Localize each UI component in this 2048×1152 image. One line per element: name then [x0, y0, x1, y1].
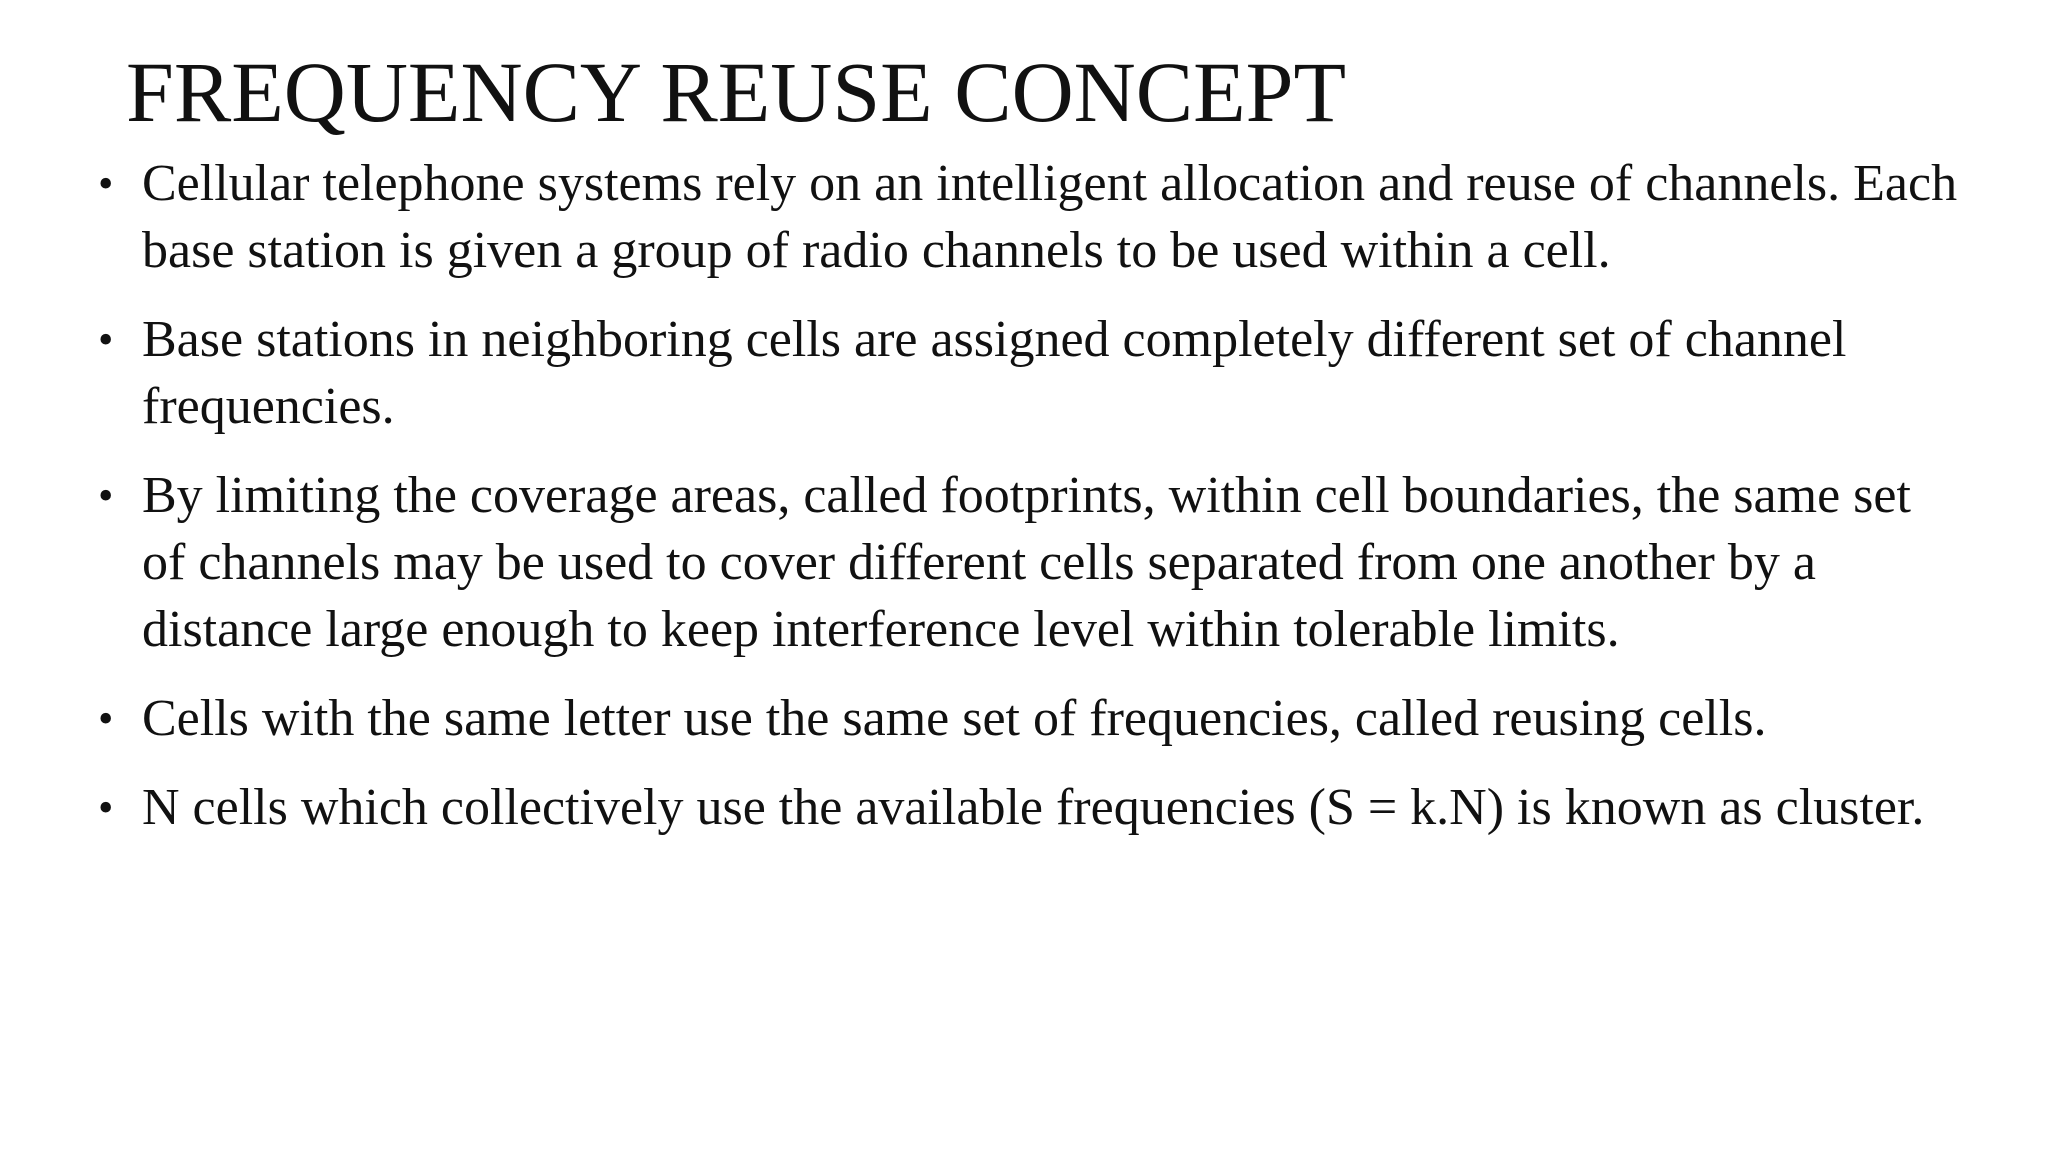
- bullet-list: [94, 150, 1994, 863]
- bullet-text: N cells which collectively use the available frequencies (S = k.N) is known as cluster.: [142, 779, 1925, 836]
- bullet-dot-icon: •: [98, 783, 114, 832]
- bullet-text: Base stations in neighboring cells are assigned completely different set of channel frequencies.: [142, 311, 1847, 435]
- bullet-dot-icon: •: [98, 471, 114, 520]
- bullet-dot-icon: •: [98, 159, 114, 208]
- bullet-text: By limiting the coverage areas, called footprints, within cell boundaries, the same set of channels may be used to cover different cells separated from one another by a distance large enough to keep interference level within tolerable limits.: [142, 467, 1911, 658]
- bullet-item: [94, 685, 2042, 752]
- bullet-item: [94, 774, 1992, 841]
- bullet-item: [94, 150, 2042, 284]
- bullet-item: [94, 306, 1922, 440]
- bullet-item: [94, 462, 1962, 663]
- bullet-dot-icon: •: [98, 315, 114, 364]
- slide-title: FREQUENCY REUSE CONCEPT: [126, 44, 1347, 140]
- bullet-text: Cells with the same letter use the same set of frequencies, called reusing cells.: [142, 690, 1767, 747]
- bullet-dot-icon: •: [98, 694, 114, 743]
- bullet-text: Cellular telephone systems rely on an intelligent allocation and reuse of channels. Each base station is given a group of radio channels to be used within a cell.: [142, 155, 1958, 279]
